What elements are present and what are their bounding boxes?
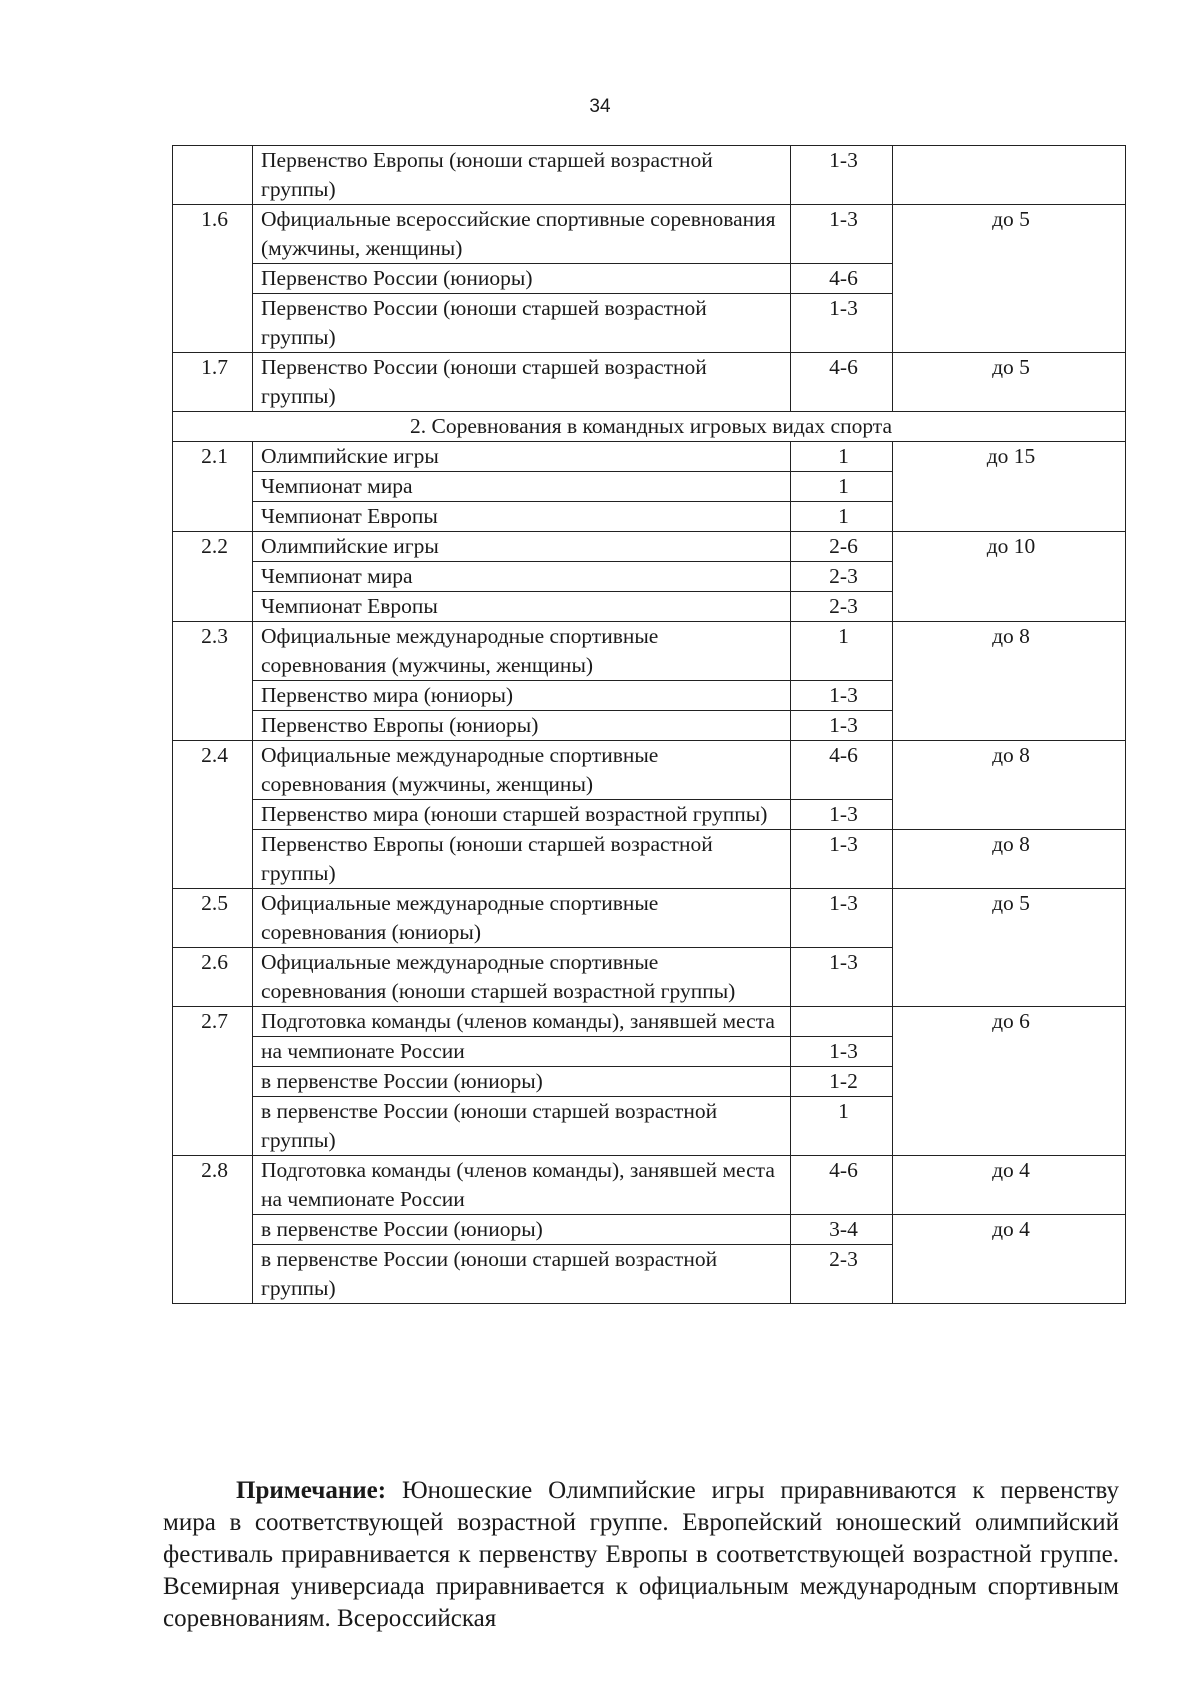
term-value: до 4 (893, 1215, 1126, 1304)
place-range: 1-3 (791, 830, 893, 889)
section-header-row (173, 412, 1126, 442)
section-title: 2. Соревнования в командных игровых видах спорта (173, 412, 1126, 442)
place-range: 1 (791, 472, 893, 502)
term-value: до 5 (893, 889, 1126, 1007)
note-text: Юношеские Олимпийские игры приравниваются к первенству мира в соответствующей возрастной группе. Европейский юношеский олимпийский фестиваль приравнивается к первенству Европы в соответствующей возрастной группе. Всемирная универсиада приравнивается к официальным международным спортивным соревнованиям. Всероссийская (163, 1477, 1119, 1632)
page-number: 34 (589, 96, 611, 117)
term-value: до 6 (893, 1007, 1126, 1156)
table-row (173, 1156, 1126, 1215)
competition-table (172, 145, 1126, 1304)
table-row (173, 146, 1126, 205)
competition-name: в первенстве России (юноши старшей возрастной группы) (253, 1245, 791, 1304)
term-value: до 5 (893, 353, 1126, 412)
place-range: 1-3 (791, 889, 893, 948)
place-range: 1-2 (791, 1067, 893, 1097)
competition-name: в первенстве России (юноши старшей возрастной группы) (253, 1097, 791, 1156)
table-row (173, 1007, 1126, 1037)
table-row (173, 532, 1126, 562)
place-range: 2-6 (791, 532, 893, 562)
place-range: 4-6 (791, 353, 893, 412)
competition-name: Официальные международные спортивные соревнования (юниоры) (253, 889, 791, 948)
term-value: до 15 (893, 442, 1126, 532)
table-row (173, 741, 1126, 800)
competition-name: в первенстве России (юниоры) (253, 1067, 791, 1097)
row-number: 2.1 (173, 442, 253, 532)
term-value: до 10 (893, 532, 1126, 622)
competition-name: Подготовка команды (членов команды), занявшей места на чемпионате России (253, 1156, 791, 1215)
competition-name: Олимпийские игры (253, 532, 791, 562)
place-range: 4-6 (791, 741, 893, 800)
table-row (173, 830, 1126, 889)
place-range (791, 1007, 893, 1037)
competition-name: в первенстве России (юниоры) (253, 1215, 791, 1245)
term-value: до 8 (893, 622, 1126, 741)
competition-name: Чемпионат Европы (253, 502, 791, 532)
note-paragraph (163, 1475, 1119, 1635)
competition-name: Официальные международные спортивные соревнования (мужчины, женщины) (253, 622, 791, 681)
place-range: 1-3 (791, 681, 893, 711)
place-range: 1-3 (791, 711, 893, 741)
row-number: 2.4 (173, 741, 253, 889)
competition-name: Первенство России (юниоры) (253, 264, 791, 294)
term-value: до 8 (893, 741, 1126, 830)
place-range: 2-3 (791, 592, 893, 622)
competition-name: Первенство России (юноши старшей возрастной группы) (253, 294, 791, 353)
row-number: 2.7 (173, 1007, 253, 1156)
place-range: 1-3 (791, 146, 893, 205)
competition-name: Первенство мира (юноши старшей возрастной группы) (253, 800, 791, 830)
place-range: 1 (791, 502, 893, 532)
competition-name: Официальные международные спортивные соревнования (юноши старшей возрастной группы) (253, 948, 791, 1007)
place-range: 1 (791, 442, 893, 472)
competition-name: Первенство Европы (юноши старшей возрастной группы) (253, 830, 791, 889)
competition-name: Официальные всероссийские спортивные соревнования (мужчины, женщины) (253, 205, 791, 264)
competition-name: Чемпионат мира (253, 472, 791, 502)
row-number: 2.8 (173, 1156, 253, 1304)
place-range: 3-4 (791, 1215, 893, 1245)
competition-name: Первенство мира (юниоры) (253, 681, 791, 711)
place-range: 1-3 (791, 948, 893, 1007)
place-range: 1-3 (791, 1037, 893, 1067)
place-range: 1 (791, 1097, 893, 1156)
table-row (173, 1215, 1126, 1245)
term-value: до 8 (893, 830, 1126, 889)
place-range: 4-6 (791, 1156, 893, 1215)
competition-name: Чемпионат мира (253, 562, 791, 592)
term-value: до 4 (893, 1156, 1126, 1215)
row-number: 2.2 (173, 532, 253, 622)
note-label: Примечание: (236, 1477, 387, 1504)
term-value: до 5 (893, 205, 1126, 353)
row-number: 1.6 (173, 205, 253, 353)
place-range: 2-3 (791, 562, 893, 592)
row-number (173, 146, 253, 205)
competition-name: Олимпийские игры (253, 442, 791, 472)
place-range: 1-3 (791, 800, 893, 830)
place-range: 4-6 (791, 264, 893, 294)
term-value (893, 146, 1126, 205)
place-range: 1-3 (791, 205, 893, 264)
row-number: 2.6 (173, 948, 253, 1007)
competition-name: Подготовка команды (членов команды), занявшей места (253, 1007, 791, 1037)
place-range: 1 (791, 622, 893, 681)
competition-name: Первенство Европы (юноши старшей возрастной группы) (253, 146, 791, 205)
table-row (173, 442, 1126, 472)
place-range: 1-3 (791, 294, 893, 353)
row-number: 1.7 (173, 353, 253, 412)
competition-name: Первенство России (юноши старшей возрастной группы) (253, 353, 791, 412)
competition-name: Чемпионат Европы (253, 592, 791, 622)
table-row (173, 205, 1126, 264)
table-row (173, 622, 1126, 681)
row-number: 2.3 (173, 622, 253, 741)
table-row (173, 889, 1126, 948)
place-range: 2-3 (791, 1245, 893, 1304)
competition-name: Первенство Европы (юниоры) (253, 711, 791, 741)
competition-name: на чемпионате России (253, 1037, 791, 1067)
row-number: 2.5 (173, 889, 253, 948)
competition-name: Официальные международные спортивные соревнования (мужчины, женщины) (253, 741, 791, 800)
table-row (173, 353, 1126, 412)
